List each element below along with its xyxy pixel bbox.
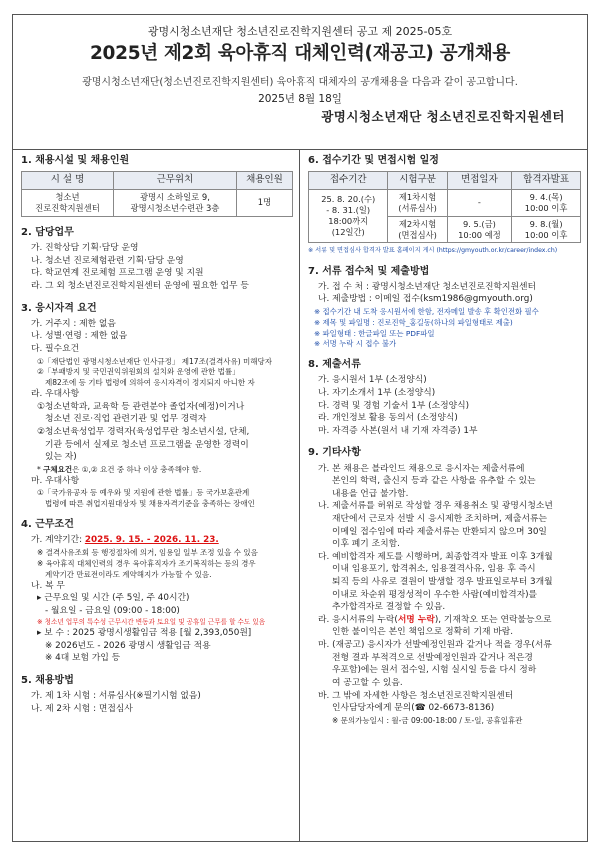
note-text: ), 기재착오 또는 연락불능으로 — [434, 614, 552, 625]
contract-period — [21, 535, 293, 547]
list-item: 내용을 언급 불가함. — [332, 488, 409, 499]
interview-date: 9. 5.(금) — [462, 218, 496, 229]
list-item: 라. 우대사항 — [31, 389, 80, 400]
email-link[interactable]: 나. 제출방법 : 이메일 접수(ksm1986@gmyouth.org) — [318, 294, 533, 305]
exam-type: (서류심사) — [398, 202, 437, 213]
table-header: 시 설 명 — [22, 172, 114, 190]
list-item — [21, 465, 293, 475]
list-item: ①청소년학과, 교육학 등 관련분야 졸업자(예정)이거나 — [37, 401, 245, 412]
list-item: 다. 학교연계 진로체험 프로그램 운영 및 지원 — [31, 268, 204, 279]
section-other — [308, 446, 581, 725]
period-line: 25. 8. 20.(수) — [321, 194, 376, 205]
list-item: 가. 본 채용은 블라인드 채용으로 응시자는 제출서류에 — [318, 463, 525, 474]
result-date: 9. 4.(목) — [529, 191, 563, 202]
list-item: 재단에서 근로자 선발 시 응시제한 조치하며, 제출서류는 — [332, 513, 548, 524]
list-item: 가. 접 수 처 : 광명시청소년재단 청소년진로진학지원센터 — [318, 281, 536, 292]
list-item: 있는 자) — [45, 452, 77, 463]
content-columns — [13, 149, 587, 841]
list-item: 나. 성별·연령 : 제한 없음 — [31, 331, 128, 342]
list-item: 우포함)에는 원서 접수일, 시험 실시일 등을 다시 정하 — [332, 665, 537, 676]
list-item: 다. 필수요건 — [31, 343, 80, 354]
note-mark: * — [37, 464, 44, 474]
period-line: - 8. 31.(일) — [326, 205, 371, 216]
period-line: (12일간) — [331, 227, 365, 238]
list-item: ※ 육아휴직 대체인력의 경우 육아휴직자가 조기복직하는 등의 경우 — [37, 558, 256, 568]
list-item: 가. 응시원서 1부 (소정양식) — [318, 375, 427, 386]
facility-name: 진로진학지원센터 — [35, 202, 100, 213]
list-item: 인한 불이익은 본인 책임으로 정확히 기재 바람. — [332, 627, 514, 638]
section-title: 9. 기타사항 — [308, 447, 361, 459]
section-documents — [308, 358, 581, 437]
list-item: 나. 제출서류를 허위로 작성할 경우 채용취소 및 광명시청소년 — [318, 501, 553, 512]
exam-type: 제1차시험 — [398, 191, 437, 202]
list-item: 마. 자격증 사본(원서 내 기재 자격증) 1부 — [318, 425, 478, 436]
exam-type: (면접심사) — [398, 229, 437, 240]
list-item: 가. 진학상담 기획·담당 운영 — [31, 243, 139, 254]
list-item: 라. 그 외 청소년진로진학지원센터 운영에 필요한 업무 등 — [31, 280, 249, 291]
notice-date: 2025년 8월 18일 — [258, 93, 342, 106]
list-item: ②「부패방지 및 국민권익위원회의 설치와 운영에 관한 법률」 — [37, 367, 240, 377]
list-item: 퇴직 등의 사유로 결원이 발생할 경우 발표일로부터 3개월 — [332, 577, 553, 588]
list-item: 나. 복 무 — [31, 580, 65, 591]
result-date: 10:00 이후 — [524, 202, 568, 213]
list-item: 제82조에 등 기타 법령에 의하여 응시자격이 정지되지 아니한 자 — [45, 378, 255, 388]
list-item: 법령에 따른 취업지원대상자 및 채용자격기준을 충족하는 장애인 — [45, 499, 255, 509]
list-item: 나. 청소년 진로체험관련 기획·담당 운영 — [31, 255, 184, 266]
list-item: ※ 접수기간 내 도착 응시원서에 한함, 전자메일 발송 후 확인전화 필수 — [314, 307, 539, 317]
schedule-table — [308, 171, 581, 243]
work-location: 광명시 소하일로 9, — [139, 191, 210, 202]
section-schedule — [308, 154, 581, 256]
list-item: ※ 청소년 업무의 특수성 근무시간 변동과 토요일 및 공휴일 근무를 할 수도 있음 — [37, 618, 266, 627]
list-item: 계약기간 만료전이라도 계약해지가 가능할 수 있음. — [45, 569, 212, 579]
list-item: 다. 경력 및 경험 기술서 1부 (소정양식) — [318, 400, 470, 411]
list-item: ①「재단법인 광명시청소년재단 인사규정」 제17조(결격사유) 미해당자 — [37, 356, 273, 366]
list-item: ※ 서명 누락 시 접수 불가 — [314, 339, 397, 349]
notice-page — [12, 14, 588, 842]
list-item — [308, 615, 581, 627]
list-item: 마. 우대사항 — [31, 475, 80, 486]
list-item: ▸ 근무요일 및 시간 (주 5일, 주 40시간) — [37, 593, 190, 604]
note-text: 라. 응시서류의 누락( — [318, 614, 398, 625]
section-title: 5. 채용방법 — [21, 674, 74, 686]
hire-count: 1명 — [236, 189, 292, 216]
section-submission — [308, 265, 581, 349]
table-header: 근무위치 — [113, 172, 236, 190]
list-item: 인사담당자에게 문의(☎ 02-6673-8136) — [332, 703, 495, 714]
list-item: 가. 거주지 : 제한 없음 — [31, 318, 116, 329]
list-item: 추가합격자로 결정할 수 있음. — [332, 602, 446, 613]
note-text: 은 ①,② 요건 중 하나 이상 충족해야 함. — [72, 464, 202, 474]
table-header: 합격자발표 — [512, 172, 581, 190]
exam-type: 제2차시험 — [398, 218, 437, 229]
list-item: ※ 문의가능일시 : 월-금 09:00-18:00 / 토-일, 공휴일휴관 — [332, 715, 523, 725]
table-header: 채용인원 — [236, 172, 292, 190]
section-duties — [21, 226, 293, 293]
table-row — [309, 189, 581, 216]
list-item: 라. 개인정보 활용 동의서 (소정양식) — [318, 413, 458, 424]
table-header: 면접일자 — [447, 172, 511, 190]
section-title: 2. 담당업무 — [21, 226, 74, 238]
table-row — [22, 189, 293, 216]
left-column — [13, 150, 300, 841]
section-title: 3. 응시자격 요건 — [21, 302, 97, 314]
section-title: 4. 근무조건 — [21, 519, 74, 531]
section-conditions — [21, 518, 293, 665]
list-item: 나. 제 2차 시험 : 면접심사 — [31, 703, 133, 714]
right-column — [300, 150, 587, 841]
list-item: 전형 결과 부적격으로 선발예정인원과 같거나 적은경 — [332, 652, 533, 663]
interview-date: - — [477, 197, 481, 208]
list-item: 이내 임용포기, 합격취소, 임용결격사유, 임용 후 즉시 — [332, 564, 536, 575]
period-line: 18:00까지 — [328, 216, 369, 227]
list-item: 다. 예비합격자 제도를 시행하며, 최종합격자 발표 이후 3개월 — [318, 551, 553, 562]
page-title: 2025년 제2회 육아휴직 대체인력(재공고) 공개채용 — [89, 42, 510, 64]
list-item: 기관 등에서 실제로 청소년 프로그램을 운영한 경력이 — [45, 439, 249, 450]
facility-name: 청소년 — [55, 191, 80, 202]
result-date: 10:00 이후 — [524, 229, 568, 240]
contract-value: 2025. 9. 15. - 2026. 11. 23. — [84, 535, 219, 546]
notice-number: 광명시청소년재단 청소년진로진학지원센터 공고 제 2025-05호 — [147, 25, 453, 38]
list-item: ※ 파일형태 : 한글파일 또는 PDF파일 — [314, 328, 435, 338]
list-item: ※ 2026년도 - 2026 광명시 생활임금 적용 — [45, 640, 211, 651]
list-item: ※ 결격사유조회 등 행정절차에 의거, 임용일 일부 조정 있을 수 있음 — [37, 547, 258, 557]
section-qualifications — [21, 302, 293, 510]
section-title: 1. 채용시설 및 채용인원 — [21, 155, 130, 166]
list-item: ②청소년육성업무 경력자(육성업무란 청소년시설, 단체, — [37, 427, 250, 438]
list-item: 본인의 학력, 출신지 등과 같은 사항을 유추할 수 있는 — [332, 476, 536, 487]
list-item: 나. 자기소개서 1부 (소정양식) — [318, 387, 436, 398]
section-method — [21, 674, 293, 715]
table-header: 시험구분 — [388, 172, 447, 190]
list-item: 여 공고할 수 있음. — [332, 677, 403, 688]
work-location: 광명시청소년수련관 3층 — [130, 202, 220, 213]
contract-label: 가. 계약기간: — [31, 535, 85, 546]
list-item: 바. 그 밖에 자세한 사항은 청소년진로진학지원센터 — [318, 690, 514, 701]
intro-text: 광명시청소년재단(청소년진로진학지원센터) 육아휴직 대체자의 공개채용을 다음과 같이 공고합니다. — [82, 76, 518, 88]
section-recruitment — [21, 154, 293, 217]
note-bold: 구체요건 — [43, 464, 73, 474]
list-item: ※ 4대 보험 가입 등 — [45, 653, 121, 664]
list-item: ①「국가유공자 등 예우와 및 지원에 관한 법률」등 국가보훈관계 — [37, 488, 250, 498]
section-title: 6. 접수기간 및 면접시험 일정 — [308, 155, 439, 166]
homepage-link[interactable]: ※ 서류 및 면접심사 합격자 발표 홈페이지 게시 (https://gmyouth.or.kr/career/index.ch) — [308, 247, 558, 255]
table-header: 접수기간 — [309, 172, 388, 190]
list-item: 가. 제 1차 시험 : 서류심사(※필기시험 없음) — [31, 691, 201, 702]
recruitment-table — [21, 171, 293, 217]
list-item: 이메일 접수임에 따라 제출서류는 반환되지 않으며 30일 — [332, 526, 547, 537]
organization-name: 광명시청소년재단 청소년진로진학지원센터 — [321, 108, 565, 124]
section-title: 7. 서류 접수처 및 제출방법 — [308, 265, 430, 277]
list-item: 청소년 진로·직업 관련기관 및 업무 경력자 — [45, 414, 207, 425]
note-red: 서명 누락 — [397, 614, 435, 625]
interview-date: 10:00 예정 — [458, 229, 501, 240]
list-item: 마. (재공고) 응시자가 선발예정인원과 같거나 적을 경우(서류 — [318, 640, 552, 651]
list-item: 이내로 차순위 평정성적이 우수한 사람(예비합격자)를 — [332, 589, 538, 600]
section-title: 8. 제출서류 — [308, 359, 361, 371]
list-item: - 월요일 - 금요일 (09:00 - 18:00) — [45, 605, 180, 616]
list-item: ※ 제목 및 파일명 : 진로진학_홍길동(하나의 파일형태로 제출) — [314, 317, 513, 327]
list-item: ▸ 보 수 : 2025 광명시생활임금 적용 [월 2,393,050원] — [37, 628, 252, 639]
list-item: 이후 폐기 조치함. — [332, 539, 400, 550]
result-date: 9. 8.(월) — [529, 218, 563, 229]
